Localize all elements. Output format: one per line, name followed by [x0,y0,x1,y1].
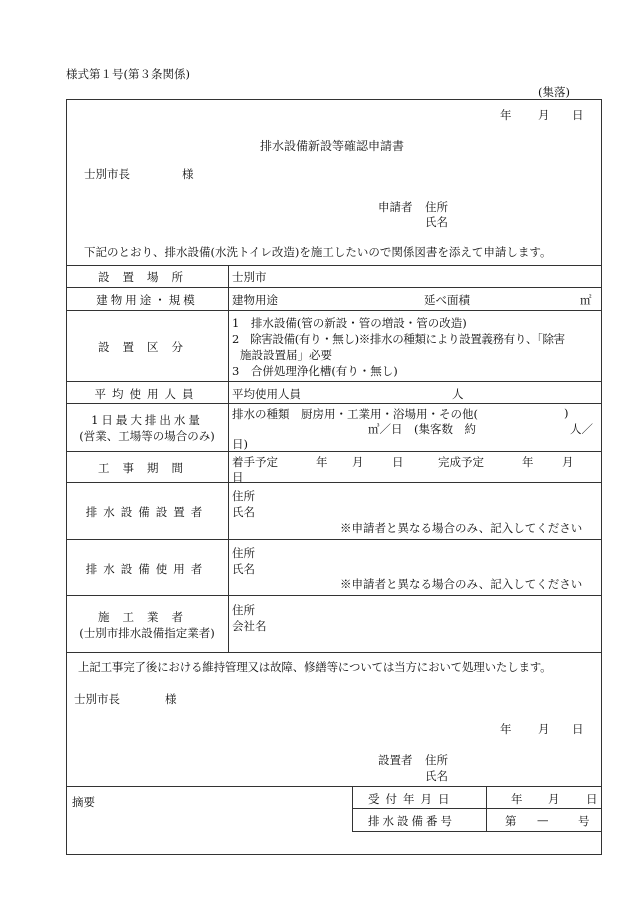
divider [66,595,602,596]
addressee2: 士別市長 [74,692,120,706]
installer-sign-name: 氏名 [425,769,448,783]
drainage-volume: ㎥／日 (集客数 約 [368,422,476,436]
period-label: 工事期間 [98,461,196,475]
reception-day: 日 [586,792,598,806]
reception-label: 受付年月日 [368,792,456,806]
addressee2-honorific: 様 [165,692,177,706]
addressee: 士別市長 [84,167,130,181]
divider [486,786,487,831]
installer-label: 排水設備設置者 [85,505,209,519]
drainage-sublabel: (営業、工場等の場合のみ) [79,429,215,443]
date2-month: 月 [538,722,550,736]
divider [228,265,229,652]
settlement-tag: (集落) [538,85,570,99]
drainage-label: 1日最大排出水量 [91,413,203,427]
pledge-text: 上記工事完了後における維持管理又は故障、修繕等については当方において処理いたします。 [78,660,552,674]
date-day: 日 [572,108,584,122]
equip-number-suffix: 号 [578,814,590,828]
addressee-honorific: 様 [182,167,194,181]
users-label: 平均使用人員 [94,387,200,401]
divider [66,482,602,483]
period-month2: 月 [562,455,574,469]
contractor-label: 施工業者 [98,610,196,624]
applicant-name-label: 氏名 [425,215,448,229]
date-year: 年 [500,108,512,122]
divider [66,403,602,404]
period-start: 着手予定 [232,455,278,469]
divider [352,808,602,809]
contractor-company: 会社名 [232,619,267,633]
page-title: 排水設備新設等確認申請書 [260,139,405,153]
divider [66,287,602,288]
remarks-label: 摘要 [72,795,95,809]
period-end: 完成予定 [438,455,484,469]
building-usage: 建物用途 [232,293,278,307]
period-month: 月 [352,455,364,469]
installer-name: 氏名 [232,505,255,519]
operator-name: 氏名 [232,562,255,576]
divider [66,786,602,787]
drainage-volume-day: 日) [232,437,248,451]
date2-year: 年 [500,722,512,736]
period-day2: 日 [232,470,244,484]
drainage-type-close: ) [564,406,569,420]
installer-address: 住所 [232,489,255,503]
category-item: 2 除害設備(有り・無し)※排水の種類により設置義務有り、「除害 [232,332,565,346]
date-month: 月 [538,108,550,122]
users-value-label: 平均使用人員 [232,387,301,401]
divider [352,786,353,831]
applicant-address-label: 住所 [425,200,448,214]
installer-sign-label: 設置者 [378,753,413,767]
intro-text: 下記のとおり、排水設備(水洗トイレ改造)を施工したいので関係図書を添えて申請します。 [84,245,552,259]
location-label: 設置場所 [98,270,196,284]
drainage-type: 排水の種類 厨房用・工業用・浴場用・その他( [232,407,478,421]
period-year2: 年 [522,455,534,469]
equip-number-label: 排水設備番号 [368,814,455,828]
divider [66,310,602,311]
installer-sign-address: 住所 [425,753,448,767]
building-floor-area: 延べ面積 [424,293,470,307]
category-label: 設置区分 [98,340,196,354]
operator-label: 排水設備使用者 [85,562,209,576]
building-unit: ㎡ [580,293,592,307]
divider [66,451,602,452]
period-year: 年 [316,455,328,469]
contractor-sublabel: (士別市排水設備指定業者) [79,626,215,640]
reception-month: 月 [548,792,560,806]
form-frame [66,99,602,855]
equip-number-prefix: 第 [505,814,517,828]
reception-year: 年 [511,792,523,806]
category-item: 1 排水設備(管の新設・管の増設・管の改造) [232,316,467,330]
building-label: 建物用途・規模 [96,293,198,307]
divider [352,831,602,832]
contractor-address: 住所 [232,603,255,617]
period-day: 日 [392,455,404,469]
applicant-label: 申請者 [378,200,413,214]
divider [66,652,602,653]
location-value: 士別市 [232,270,267,284]
date2-day: 日 [572,722,584,736]
divider [66,381,602,382]
category-item: 施設設置届」必要 [240,348,332,362]
operator-address: 住所 [232,546,255,560]
users-unit: 人 [452,387,464,401]
form-number: 様式第１号(第３条関係) [66,67,190,81]
installer-note: ※申請者と異なる場合のみ、記入してください [340,521,583,535]
operator-note: ※申請者と異なる場合のみ、記入してください [340,577,583,591]
divider [66,265,602,266]
drainage-volume-end: 人／ [570,422,593,436]
divider [66,539,602,540]
equip-number-dash: — [537,813,549,827]
category-item: 3 合併処理浄化槽(有り・無し) [232,364,398,378]
